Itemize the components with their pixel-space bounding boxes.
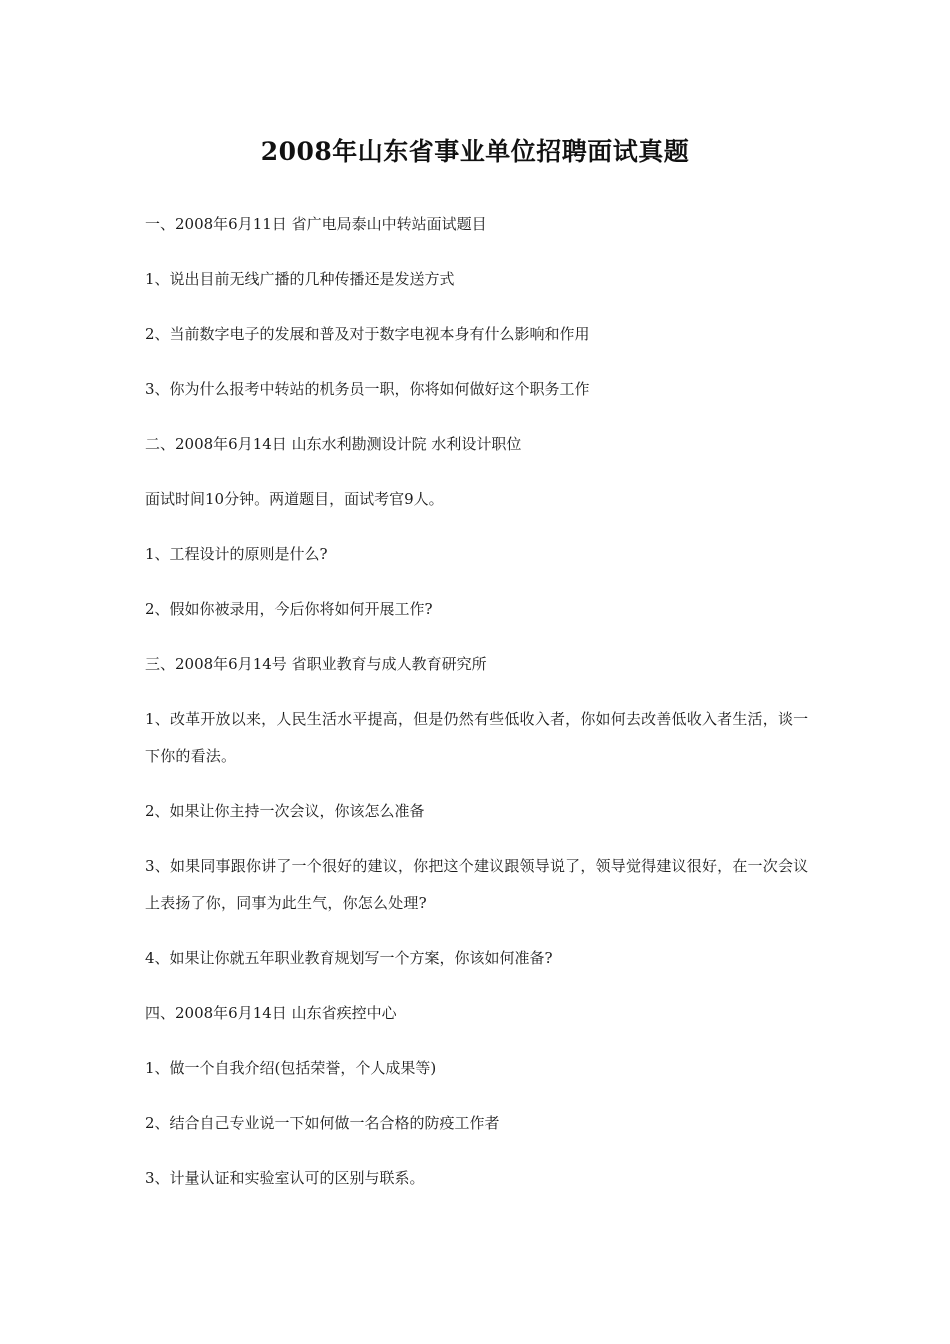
section-heading-3: 三、2008年6月14号 省职业教育与成人教育研究所	[145, 655, 487, 673]
section-2-note: 面试时间10分钟。两道题目，面试考官9人。	[145, 490, 444, 508]
question-3-1: 1、改革开放以来，人民生活水平提高，但是仍然有些低收入者，你如何去改善低收入者生活，谈一下你的看法。	[145, 710, 809, 765]
question-3-4: 4、如果让你就五年职业教育规划写一个方案，你该如何准备?	[145, 949, 553, 967]
question-4-2: 2、结合自己专业说一下如何做一名合格的防疫工作者	[145, 1114, 500, 1132]
section-heading-4: 四、2008年6月14日 山东省疾控中心	[145, 1004, 397, 1022]
section-heading-2: 二、2008年6月14日 山东水利勘测设计院 水利设计职位	[145, 435, 522, 453]
question-4-1: 1、做一个自我介绍(包括荣誉，个人成果等)	[145, 1059, 437, 1077]
question-3-3: 3、如果同事跟你讲了一个很好的建议，你把这个建议跟领导说了，领导觉得建议很好，在一次会议上表扬了你，同事为此生气，你怎么处理?	[145, 857, 809, 912]
question-4-3: 3、计量认证和实验室认可的区别与联系。	[145, 1169, 425, 1187]
question-1-2: 2、当前数字电子的发展和普及对于数字电视本身有什么影响和作用	[145, 325, 590, 343]
question-3-2: 2、如果让你主持一次会议，你该怎么准备	[145, 802, 425, 820]
section-heading-1: 一、2008年6月11日 省广电局泰山中转站面试题目	[145, 215, 487, 233]
document-title: 2008年山东省事业单位招聘面试真题	[260, 137, 690, 166]
document-body	[145, 206, 810, 1215]
question-2-2: 2、假如你被录用，今后你将如何开展工作?	[145, 600, 433, 618]
question-1-3: 3、你为什么报考中转站的机务员一职，你将如何做好这个职务工作	[145, 380, 590, 398]
question-1-1: 1、说出目前无线广播的几种传播还是发送方式	[145, 270, 455, 288]
question-2-1: 1、工程设计的原则是什么?	[145, 545, 328, 563]
